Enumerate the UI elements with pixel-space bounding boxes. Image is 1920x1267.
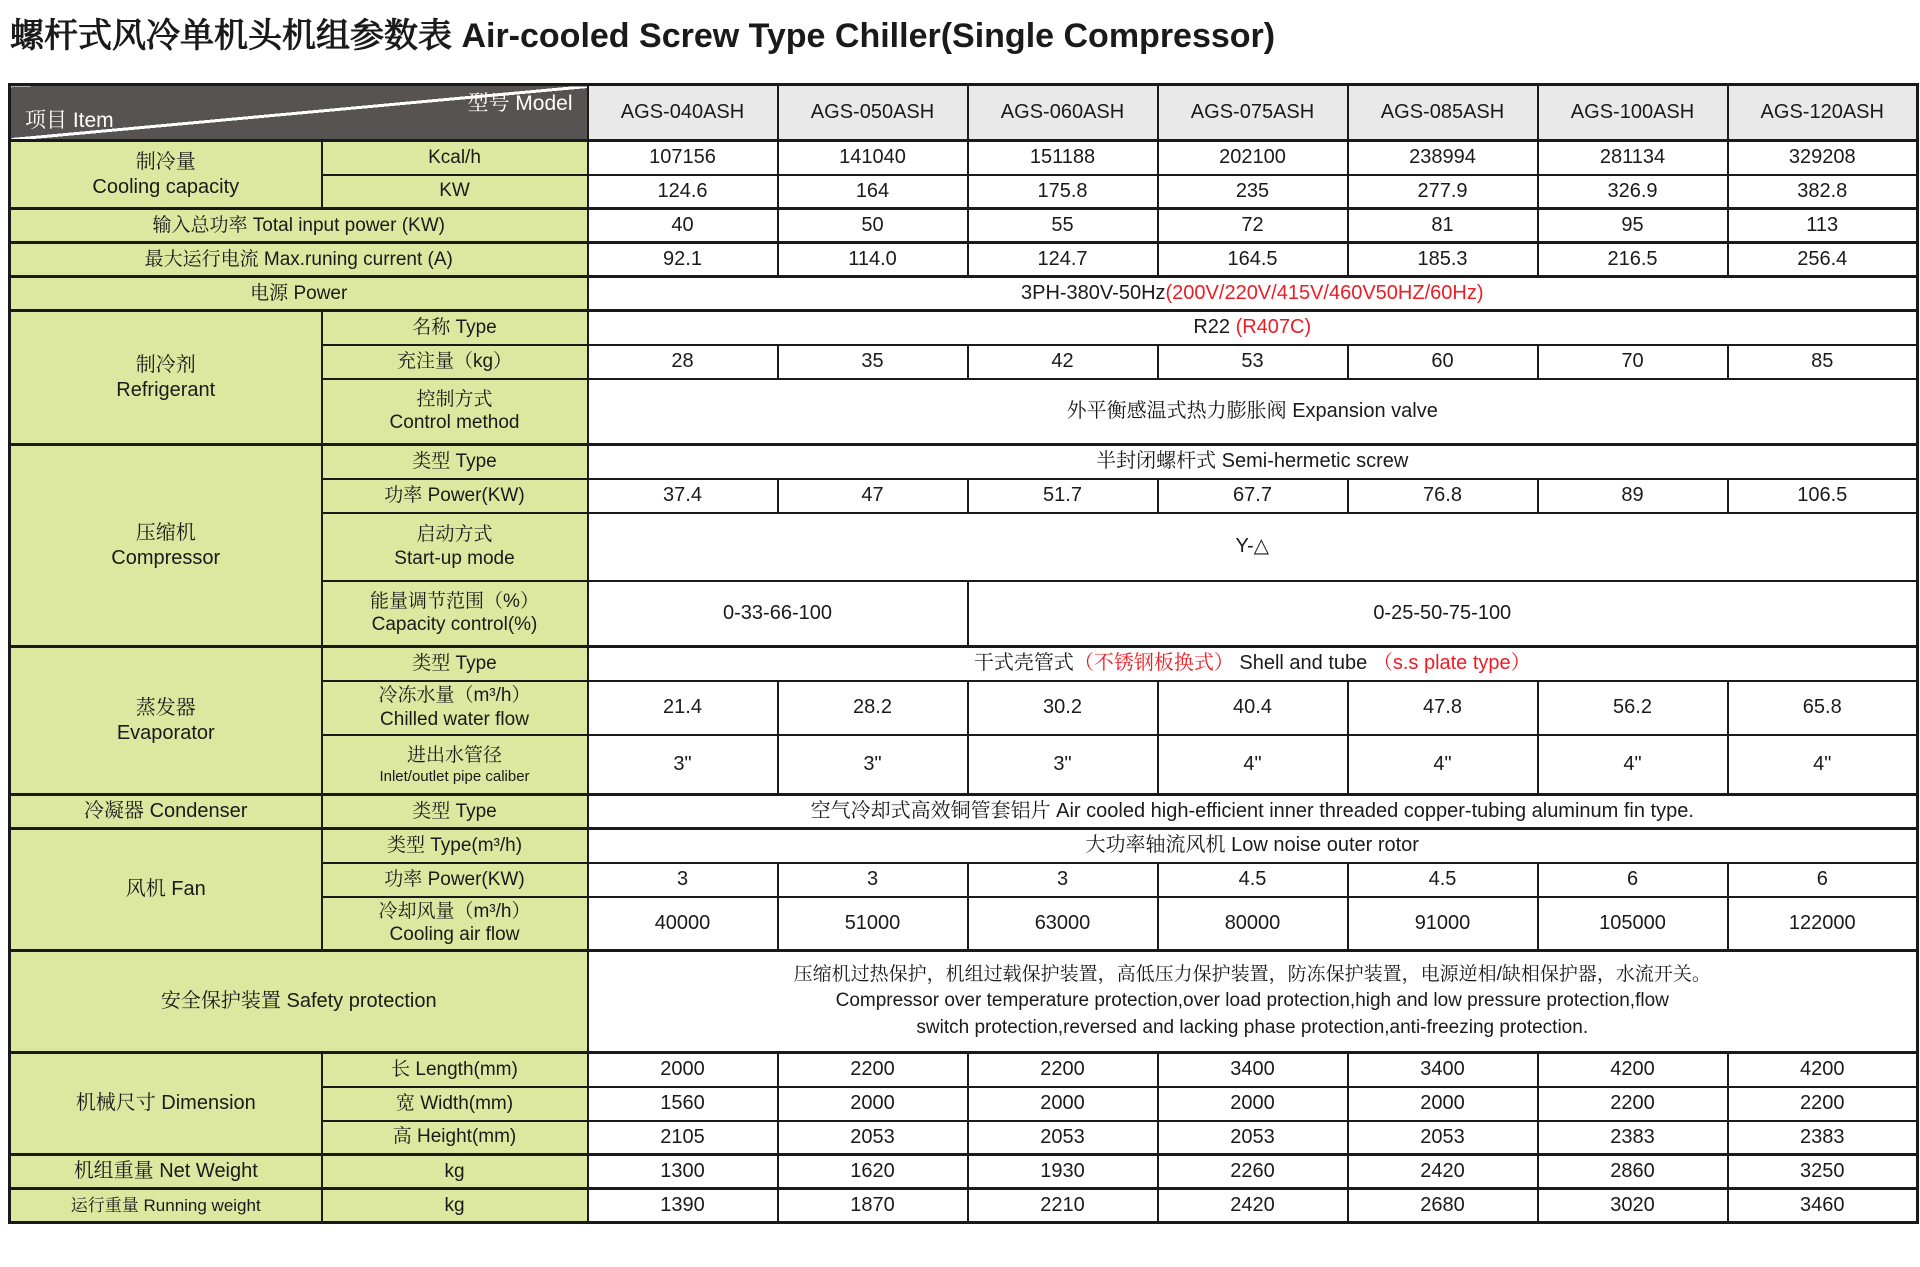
value-cell: 3 [588, 863, 778, 897]
value-cell: 70 [1538, 345, 1728, 379]
model-header-cell: AGS-060ASH [968, 85, 1158, 141]
model-label: 型号 Model [467, 92, 573, 115]
value-cell: 3460 [1728, 1189, 1918, 1223]
value-cell: 67.7 [1158, 479, 1348, 513]
diagonal-header-cell [10, 85, 588, 141]
row-label-kw: KW [322, 175, 588, 209]
row-label-evaporator: 蒸发器 Evaporator [10, 647, 322, 795]
value-cell: 42 [968, 345, 1158, 379]
value-cell: 4" [1538, 735, 1728, 795]
table-row [10, 795, 1918, 829]
table-row [10, 829, 1918, 863]
row-label-condenser: 冷凝器 Condenser [10, 795, 322, 829]
table-row [10, 141, 1918, 175]
value-cell: 3 [778, 863, 968, 897]
row-label-dimension: 机械尺寸 Dimension [10, 1053, 322, 1155]
row-label-height: 高 Height(mm) [322, 1121, 588, 1155]
value-cell: 1620 [778, 1155, 968, 1189]
value-cell: 80000 [1158, 897, 1348, 951]
row-label-chilled-water-flow: 冷冻水量（m³/h） Chilled water flow [322, 681, 588, 735]
value-cell: 124.7 [968, 243, 1158, 277]
value-cell: 2420 [1158, 1189, 1348, 1223]
value-cell: 4200 [1538, 1053, 1728, 1087]
value-cell: 47 [778, 479, 968, 513]
row-label-power-supply: 电源 Power [10, 277, 588, 311]
row-label-control-method: 控制方式 Control method [322, 379, 588, 445]
value-cell: 141040 [778, 141, 968, 175]
row-label-capacity-control: 能量调节范围（%） Capacity control(%) [322, 581, 588, 647]
value-cell: 3" [778, 735, 968, 795]
value-cell: 105000 [1538, 897, 1728, 951]
value-cell: 2260 [1158, 1155, 1348, 1189]
value-cell: 2053 [778, 1121, 968, 1155]
row-label-max-running-current: 最大运行电流 Max.runing current (A) [10, 243, 588, 277]
value-cell: 235 [1158, 175, 1348, 209]
value-cell: 51000 [778, 897, 968, 951]
value-cell: 21.4 [588, 681, 778, 735]
value-cell: 329208 [1728, 141, 1918, 175]
value-cell: 382.8 [1728, 175, 1918, 209]
value-cell: 238994 [1348, 141, 1538, 175]
value-cell: 35 [778, 345, 968, 379]
value-cell: 216.5 [1538, 243, 1728, 277]
value-cell: 63000 [968, 897, 1158, 951]
value-cell: 4.5 [1348, 863, 1538, 897]
row-label-fan-type: 类型 Type(m³/h) [322, 829, 588, 863]
row-label-compressor-type: 类型 Type [322, 445, 588, 479]
value-cell: 3400 [1158, 1053, 1348, 1087]
value-cell: 76.8 [1348, 479, 1538, 513]
table-row [10, 1155, 1918, 1189]
value-cell: 202100 [1158, 141, 1348, 175]
condenser-type-value: 空气冷却式高效铜管套铝片 Air cooled high-efficient inner threaded copper-tubing aluminum fin type. [588, 795, 1918, 829]
value-cell: 91000 [1348, 897, 1538, 951]
value-cell: 3400 [1348, 1053, 1538, 1087]
value-cell: 65.8 [1728, 681, 1918, 735]
row-label-cooling-capacity: 制冷量 Cooling capacity [10, 141, 322, 209]
model-header-cell: AGS-100ASH [1538, 85, 1728, 141]
value-cell: 326.9 [1538, 175, 1728, 209]
value-cell: 47.8 [1348, 681, 1538, 735]
table-row [10, 445, 1918, 479]
row-label-compressor-power: 功率 Power(KW) [322, 479, 588, 513]
value-cell: 50 [778, 209, 968, 243]
value-cell: 40000 [588, 897, 778, 951]
value-cell: 3 [968, 863, 1158, 897]
table-row [10, 277, 1918, 311]
model-header-cell: AGS-085ASH [1348, 85, 1538, 141]
table-row [10, 311, 1918, 345]
value-cell: 151188 [968, 141, 1158, 175]
model-header-cell: AGS-120ASH [1728, 85, 1918, 141]
value-cell: 56.2 [1538, 681, 1728, 735]
value-cell: 4" [1158, 735, 1348, 795]
value-cell: 6 [1728, 863, 1918, 897]
value-cell: 89 [1538, 479, 1728, 513]
capacity-control-left-value: 0-33-66-100 [588, 581, 968, 647]
value-cell: 2200 [968, 1053, 1158, 1087]
value-cell: 107156 [588, 141, 778, 175]
net-weight-unit: kg [322, 1155, 588, 1189]
row-label-cooling-air-flow: 冷却风量（m³/h） Cooling air flow [322, 897, 588, 951]
value-cell: 2000 [1348, 1087, 1538, 1121]
value-cell: 113 [1728, 209, 1918, 243]
spec-table [8, 83, 1919, 1224]
compressor-type-value: 半封闭螺杆式 Semi-hermetic screw [588, 445, 1918, 479]
table-row [10, 1053, 1918, 1087]
value-cell: 277.9 [1348, 175, 1538, 209]
table-row [10, 951, 1918, 1053]
value-cell: 2420 [1348, 1155, 1538, 1189]
row-label-kcal: Kcal/h [322, 141, 588, 175]
value-cell: 72 [1158, 209, 1348, 243]
value-cell: 175.8 [968, 175, 1158, 209]
value-cell: 1390 [588, 1189, 778, 1223]
value-cell: 2105 [588, 1121, 778, 1155]
value-cell: 2210 [968, 1189, 1158, 1223]
value-cell: 37.4 [588, 479, 778, 513]
table-row [10, 647, 1918, 681]
value-cell: 114.0 [778, 243, 968, 277]
value-cell: 85 [1728, 345, 1918, 379]
value-cell: 40.4 [1158, 681, 1348, 735]
value-cell: 124.6 [588, 175, 778, 209]
page-title: 螺杆式风冷单机头机组参数表 Air-cooled Screw Type Chiller(Single Compressor) [10, 17, 1276, 55]
value-cell: 2860 [1538, 1155, 1728, 1189]
row-label-running-weight: 运行重量 Running weight [10, 1189, 322, 1223]
evaporator-type-value: 干式壳管式（不锈钢板换式） Shell and tube （s.s plate type） [588, 647, 1918, 681]
value-cell: 40 [588, 209, 778, 243]
value-cell: 2000 [778, 1087, 968, 1121]
value-cell: 28.2 [778, 681, 968, 735]
value-cell: 1870 [778, 1189, 968, 1223]
value-cell: 2053 [1158, 1121, 1348, 1155]
row-label-net-weight: 机组重量 Net Weight [10, 1155, 322, 1189]
value-cell: 2200 [778, 1053, 968, 1087]
model-header-cell: AGS-050ASH [778, 85, 968, 141]
capacity-control-right-value: 0-25-50-75-100 [968, 581, 1918, 647]
startup-mode-value: Y-△ [588, 513, 1918, 581]
table-row [10, 243, 1918, 277]
value-cell: 2053 [1348, 1121, 1538, 1155]
value-cell: 2000 [1158, 1087, 1348, 1121]
value-cell: 6 [1538, 863, 1728, 897]
row-label-evaporator-type: 类型 Type [322, 647, 588, 681]
value-cell: 3020 [1538, 1189, 1728, 1223]
model-header-cell: AGS-040ASH [588, 85, 778, 141]
refrigerant-name-value: R22 (R407C) [588, 311, 1918, 345]
table-row [10, 209, 1918, 243]
value-cell: 2200 [1538, 1087, 1728, 1121]
value-cell: 4.5 [1158, 863, 1348, 897]
value-cell: 1930 [968, 1155, 1158, 1189]
value-cell: 1300 [588, 1155, 778, 1189]
row-label-refrigerant: 制冷剂 Refrigerant [10, 311, 322, 445]
row-label-length: 长 Length(mm) [322, 1053, 588, 1087]
value-cell: 2200 [1728, 1087, 1918, 1121]
value-cell: 281134 [1538, 141, 1728, 175]
value-cell: 60 [1348, 345, 1538, 379]
value-cell: 81 [1348, 209, 1538, 243]
safety-protection-text: 压缩机过热保护，机组过载保护装置，高低压力保护装置，防冻保护装置，电源逆相/缺相保护器，水流开关。 Compressor over temperature protection,over load protection,high and low pressure protection,flow switch protection,reversed and lacking phase protection,anti-freezing protection. [588, 951, 1918, 1053]
value-cell: 256.4 [1728, 243, 1918, 277]
value-cell: 51.7 [968, 479, 1158, 513]
running-weight-unit: kg [322, 1189, 588, 1223]
fan-type-value: 大功率轴流风机 Low noise outer rotor [588, 829, 1918, 863]
value-cell: 2383 [1728, 1121, 1918, 1155]
value-cell: 164 [778, 175, 968, 209]
row-label-pipe-caliber: 进出水管径 Inlet/outlet pipe caliber [322, 735, 588, 795]
value-cell: 185.3 [1348, 243, 1538, 277]
value-cell: 28 [588, 345, 778, 379]
value-cell: 30.2 [968, 681, 1158, 735]
table-header-row [10, 85, 1918, 141]
power-supply-value: 3PH-380V-50Hz(200V/220V/415V/460V50HZ/60Hz) [588, 277, 1918, 311]
row-label-fan: 风机 Fan [10, 829, 322, 951]
value-cell: 95 [1538, 209, 1728, 243]
value-cell: 3250 [1728, 1155, 1918, 1189]
model-header-cell: AGS-075ASH [1158, 85, 1348, 141]
value-cell: 122000 [1728, 897, 1918, 951]
control-method-value: 外平衡感温式热力膨胀阀 Expansion valve [588, 379, 1918, 445]
value-cell: 4" [1348, 735, 1538, 795]
value-cell: 53 [1158, 345, 1348, 379]
value-cell: 92.1 [588, 243, 778, 277]
row-label-startup-mode: 启动方式 Start-up mode [322, 513, 588, 581]
item-label: 项目 Item [25, 108, 114, 132]
value-cell: 2383 [1538, 1121, 1728, 1155]
value-cell: 4" [1728, 735, 1918, 795]
row-label-compressor: 压缩机 Compressor [10, 445, 322, 647]
value-cell: 2053 [968, 1121, 1158, 1155]
value-cell: 55 [968, 209, 1158, 243]
value-cell: 4200 [1728, 1053, 1918, 1087]
row-label-safety-protection: 安全保护装置 Safety protection [10, 951, 588, 1053]
value-cell: 2000 [968, 1087, 1158, 1121]
row-label-condenser-type: 类型 Type [322, 795, 588, 829]
value-cell: 3" [968, 735, 1158, 795]
value-cell: 3" [588, 735, 778, 795]
row-label-refrigerant-name: 名称 Type [322, 311, 588, 345]
value-cell: 1560 [588, 1087, 778, 1121]
value-cell: 106.5 [1728, 479, 1918, 513]
table-row [10, 1189, 1918, 1223]
value-cell: 2680 [1348, 1189, 1538, 1223]
row-label-total-input-power: 输入总功率 Total input power (KW) [10, 209, 588, 243]
row-label-width: 宽 Width(mm) [322, 1087, 588, 1121]
value-cell: 164.5 [1158, 243, 1348, 277]
row-label-fan-power: 功率 Power(KW) [322, 863, 588, 897]
row-label-refrigerant-charge: 充注量（kg） [322, 345, 588, 379]
value-cell: 2000 [588, 1053, 778, 1087]
